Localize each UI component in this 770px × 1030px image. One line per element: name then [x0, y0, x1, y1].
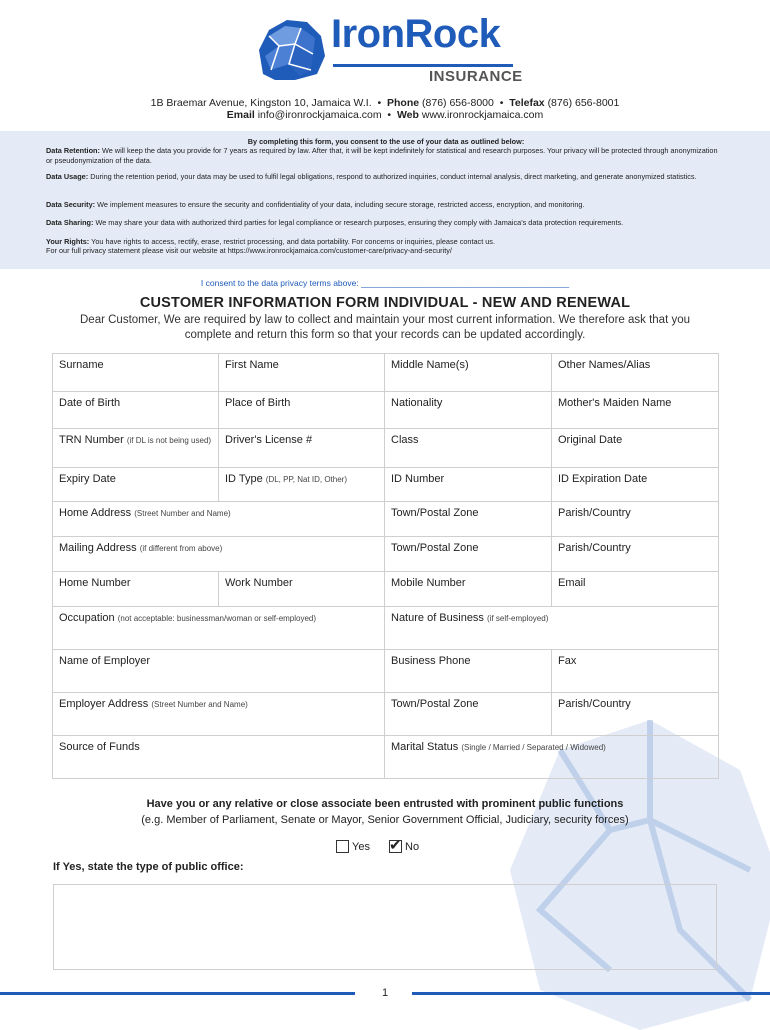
telefax-label: Telefax	[509, 97, 545, 109]
no-checkbox[interactable]	[389, 837, 402, 854]
company-address: 1B Braemar Avenue, Kingston 10, Jamaica W.I.	[150, 97, 372, 109]
employer-address-field[interactable]: Employer Address (Street Number and Name)	[53, 693, 385, 736]
email-link[interactable]: info@ironrockjamaica.com	[257, 109, 382, 121]
privacy-notice	[0, 131, 770, 269]
occupation-field[interactable]: Occupation (not acceptable: businessman/woman or self-employed)	[53, 607, 385, 650]
email-field[interactable]: Email	[552, 572, 719, 607]
privacy-security: Data Security: We implement measures to ensure the security and confidentiality of your data, including secure storage, restricted access, encryption, and monitoring.	[46, 200, 585, 209]
town-postal-field-1[interactable]: Town/Postal Zone	[385, 502, 552, 537]
trn-field[interactable]: TRN Number (if DL is not being used)	[53, 429, 219, 468]
id-expiry-field[interactable]: ID Expiration Date	[552, 468, 719, 502]
maiden-name-field[interactable]: Mother's Maiden Name	[552, 392, 719, 429]
page-number: 1	[381, 987, 389, 999]
parish-country-field-1[interactable]: Parish/Country	[552, 502, 719, 537]
pep-question: Have you or any relative or close associate been entrusted with prominent public functions	[146, 798, 624, 810]
yes-checkbox[interactable]	[336, 840, 349, 853]
rock-logo-icon	[255, 16, 333, 82]
nationality-field[interactable]: Nationality	[385, 392, 552, 429]
other-names-field[interactable]: Other Names/Alias	[552, 354, 719, 392]
brand-subtitle: INSURANCE	[429, 68, 523, 85]
town-postal-field-2[interactable]: Town/Postal Zone	[385, 537, 552, 572]
work-number-field[interactable]: Work Number	[219, 572, 385, 607]
web-label: Web	[396, 109, 419, 121]
form-intro: Dear Customer, We are required by law to collect and maintain your most current information. We therefore ask that you complete and return this form so that your records can be updated accordingly.	[80, 314, 690, 341]
web-link[interactable]: www.ironrockjamaica.com	[421, 109, 544, 121]
employer-name-field[interactable]: Name of Employer	[53, 650, 385, 693]
yes-label: Yes	[352, 840, 370, 853]
pep-example: (e.g. Member of Parliament, Senate or Mayor, Senior Government Official, Judiciary, security forces)	[141, 814, 629, 826]
public-office-label: If Yes, state the type of public office:	[53, 861, 244, 873]
home-number-field[interactable]: Home Number	[53, 572, 219, 607]
privacy-rights: Your Rights: You have rights to access, rectify, erase, restrict processing, and data portability. For concerns or inquiries, please contact us.	[46, 237, 495, 246]
company-logo	[255, 12, 523, 88]
nature-of-business-field[interactable]: Nature of Business (if self-employed)	[385, 607, 719, 650]
email-label: Email	[226, 109, 255, 121]
expiry-date-field[interactable]: Expiry Date	[53, 468, 219, 502]
pep-yes-option[interactable]	[336, 840, 370, 853]
checkmark-icon: ✔	[389, 837, 402, 854]
public-office-textarea[interactable]	[53, 884, 717, 970]
mobile-number-field[interactable]: Mobile Number	[385, 572, 552, 607]
surname-field[interactable]: Surname	[53, 354, 219, 392]
privacy-retention: Data Retention: We will keep the data you provide for 7 years as required by law. After that, it will be kept indefinitely for statistical and research purposes. Your privacy will be protected through anonymization or pseudonymization of the data.	[46, 146, 718, 165]
business-phone-field[interactable]: Business Phone	[385, 650, 552, 693]
pep-no-option[interactable]	[389, 837, 420, 854]
brand-underline	[333, 64, 513, 67]
consent-line[interactable]: I consent to the data privacy terms above: ____________________________________________	[200, 278, 570, 288]
id-type-field[interactable]: ID Type (DL, PP, Nat ID, Other)	[219, 468, 385, 502]
original-date-field[interactable]: Original Date	[552, 429, 719, 468]
fax-field[interactable]: Fax	[552, 650, 719, 693]
phone-label: Phone	[387, 97, 420, 109]
form-title: CUSTOMER INFORMATION FORM INDIVIDUAL - NEW AND RENEWAL	[139, 295, 631, 311]
pob-field[interactable]: Place of Birth	[219, 392, 385, 429]
first-name-field[interactable]: First Name	[219, 354, 385, 392]
marital-status-field[interactable]: Marital Status (Single / Married / Separated / Widowed)	[385, 736, 719, 779]
privacy-statement-link[interactable]: For our full privacy statement please visit our website at https://www.ironrockjamaica.com/customer-care/privacy-and-security/	[46, 246, 452, 255]
privacy-usage: Data Usage: During the retention period, your data may be used to fulfil legal obligations, respond to authorized inquiries, conduct internal analysis, direct marketing, and generate anonymized statistics.	[46, 172, 697, 181]
privacy-sharing: Data Sharing: We may share your data with authorized third parties for legal compliance or research purposes, ensuring they comply with Jamaica's data protection requirements.	[46, 218, 624, 227]
mailing-address-field[interactable]: Mailing Address (if different from above)	[53, 537, 385, 572]
contact-line-2: Email info@ironrockjamaica.com • Web www.ironrockjamaica.com	[226, 109, 544, 121]
privacy-intro: By completing this form, you consent to the use of your data as outlined below:	[247, 137, 525, 146]
town-postal-field-3[interactable]: Town/Postal Zone	[385, 693, 552, 736]
middle-names-field[interactable]: Middle Name(s)	[385, 354, 552, 392]
contact-line-1: 1B Braemar Avenue, Kingston 10, Jamaica W.I. • Phone (876) 656-8000 • Telefax (876) 656-8001	[150, 97, 620, 109]
drivers-license-field[interactable]: Driver's License #	[219, 429, 385, 468]
brand-name: IronRock	[331, 12, 501, 56]
telefax-number: (876) 656-8001	[547, 97, 620, 109]
parish-country-field-2[interactable]: Parish/Country	[552, 537, 719, 572]
source-of-funds-field[interactable]: Source of Funds	[53, 736, 385, 779]
home-address-field[interactable]: Home Address (Street Number and Name)	[53, 502, 385, 537]
id-number-field[interactable]: ID Number	[385, 468, 552, 502]
phone-number: (876) 656-8000	[422, 97, 494, 109]
parish-country-field-3[interactable]: Parish/Country	[552, 693, 719, 736]
no-label: No	[405, 840, 420, 853]
class-field[interactable]: Class	[385, 429, 552, 468]
dob-field[interactable]: Date of Birth	[53, 392, 219, 429]
